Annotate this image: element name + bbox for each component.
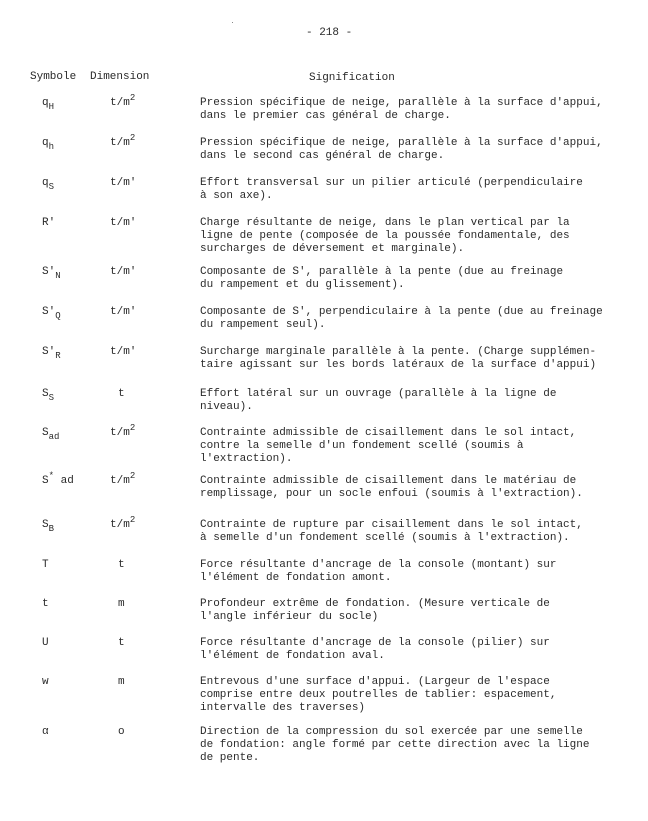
symbol: w [42, 676, 49, 688]
symbol: $S'_N$ [42, 266, 61, 281]
description [200, 266, 563, 292]
description-line: du rampement et du glissement). [200, 279, 405, 291]
symbol-subscript: N [55, 271, 61, 281]
symbol: S* ad [42, 471, 74, 487]
description [200, 726, 589, 765]
symbol-subscript: R [55, 351, 61, 361]
description [200, 475, 583, 501]
description-line: Force résultante d'ancrage de la console (montant) sur [200, 559, 557, 571]
description [200, 598, 550, 624]
description-line: taire agissant sur les bords latéraux de la surface d'appui) [200, 359, 597, 371]
dimension: t/m' [110, 266, 137, 278]
dimension: m [118, 676, 125, 688]
dimension: t/m' [110, 346, 137, 358]
description-line: Profondeur extrême de fondation. (Mesure verticale de [200, 598, 550, 610]
dimension: $t/m^2$ [110, 93, 136, 109]
description [200, 217, 570, 256]
description-line: Direction de la compression du sol exercée par une semelle [200, 726, 583, 738]
description [200, 97, 603, 123]
description-line: l'extraction). [200, 453, 293, 465]
description-line: Composante de S', perpendiculaire à la pente (due au freinage [200, 306, 603, 318]
description-line: à son axe). [200, 190, 273, 202]
symbol-subscript: ad [48, 432, 60, 442]
header-signification: Signification [309, 72, 395, 84]
dimension: t/m' [110, 217, 137, 229]
description [200, 427, 576, 466]
description-line: niveau). [200, 401, 253, 413]
scan-speck [232, 22, 233, 23]
description [200, 137, 603, 163]
symbol: $q_H$ [42, 97, 55, 112]
description-line: de fondation: angle formé par cette direction avec la ligne [200, 739, 590, 751]
symbol: R' [42, 217, 56, 229]
symbol: $q_h$ [42, 137, 55, 152]
dimension: m [118, 598, 125, 610]
dimension: t [118, 388, 125, 400]
symbol: $S'_Q$ [42, 306, 61, 321]
symbol-superscript: * [48, 471, 55, 481]
description-line: Composante de S', parallèle à la pente (due au freinage [200, 266, 564, 278]
symbol: t [42, 598, 49, 610]
dimension-superscript: 2 [129, 423, 136, 433]
description-line: l'angle inférieur du socle) [200, 611, 379, 623]
description [200, 388, 556, 414]
symbol: $S_{ad}$ [42, 427, 60, 442]
description-line: Pression spécifique de neige, parallèle à la surface d'appui, [200, 97, 603, 109]
description-line: Contrainte admissible de cisaillement dans le matériau de [200, 475, 577, 487]
description-line: remplissage, pour un socle enfoui (soumis à l'extraction). [200, 488, 583, 500]
symbol: $q_S$ [42, 177, 55, 192]
description-line: comprise entre deux poutrelles de tablier: espacement, [200, 689, 557, 701]
description [200, 306, 603, 332]
dimension-superscript: 2 [129, 471, 136, 481]
dimension: t/m' [110, 177, 137, 189]
header-symbol: Symbole [30, 71, 77, 83]
dimension: t [118, 637, 125, 649]
dimension-superscript: 2 [129, 515, 136, 525]
description [200, 519, 583, 545]
symbol-subscript: h [48, 142, 55, 152]
description-line: Entrevous d'une surface d'appui. (Largeur de l'espace [200, 676, 550, 688]
description-line: Pression spécifique de neige, parallèle à la surface d'appui, [200, 137, 603, 149]
description [200, 637, 550, 663]
description [200, 559, 556, 585]
dimension: t/m' [110, 306, 137, 318]
description-line: intervalle des traverses) [200, 702, 366, 714]
dimension: $t/m^2$ [110, 133, 136, 149]
description-line: l'élément de fondation aval. [200, 650, 385, 662]
symbol: U [42, 637, 49, 649]
symbol: T [42, 559, 49, 571]
dimension-superscript: 2 [129, 93, 136, 103]
symbol: $S_S$ [42, 388, 55, 403]
description-line: ligne de pente (composée de la poussée fondamentale, des [200, 230, 570, 242]
description-line: Contrainte admissible de cisaillement dans le sol intact, [200, 427, 577, 439]
description-line: Charge résultante de neige, dans le plan vertical par la [200, 217, 570, 229]
symbol-subscript: S [48, 182, 55, 192]
description-line: Contrainte de rupture par cisaillement dans le sol intact, [200, 519, 583, 531]
symbol: α [42, 726, 49, 738]
description-line: surcharges de déversement et marginale). [200, 243, 465, 255]
symbol-subscript: S [48, 393, 55, 403]
description-line: Effort transversal sur un pilier articulé (perpendiculaire [200, 177, 583, 189]
symbol: $S_B$ [42, 519, 55, 534]
description [200, 346, 596, 372]
page-number: - 218 - [306, 27, 353, 39]
description [200, 676, 556, 715]
dimension: $t/m^2$ [110, 423, 136, 439]
dimension-superscript: 2 [129, 133, 136, 143]
description-line: dans le second cas général de charge. [200, 150, 445, 162]
description [200, 177, 583, 203]
description-line: Surcharge marginale parallèle à la pente. (Charge supplémen- [200, 346, 597, 358]
symbol-subscript: H [48, 102, 55, 112]
dimension: t [118, 559, 125, 571]
description-line: de pente. [200, 752, 260, 764]
header-dimension: Dimension [90, 71, 150, 83]
description-line: contre la semelle d'un fondement scellé (soumis à [200, 440, 524, 452]
symbol: $S'_R$ [42, 346, 61, 361]
description-line: Effort latéral sur un ouvrage (parallèle à la ligne de [200, 388, 557, 400]
description-line: du rampement seul). [200, 319, 326, 331]
description-line: à semelle d'un fondement scellé (soumis à l'extraction). [200, 532, 570, 544]
description-line: Force résultante d'ancrage de la console (pilier) sur [200, 637, 550, 649]
dimension: o [118, 726, 125, 738]
symbol-subscript: B [48, 524, 55, 534]
dimension: $t/m^2$ [110, 515, 136, 531]
description-line: l'élément de fondation amont. [200, 572, 392, 584]
symbol-subscript: Q [55, 311, 61, 321]
description-line: dans le premier cas général de charge. [200, 110, 451, 122]
dimension: $t/m^2$ [110, 471, 136, 487]
